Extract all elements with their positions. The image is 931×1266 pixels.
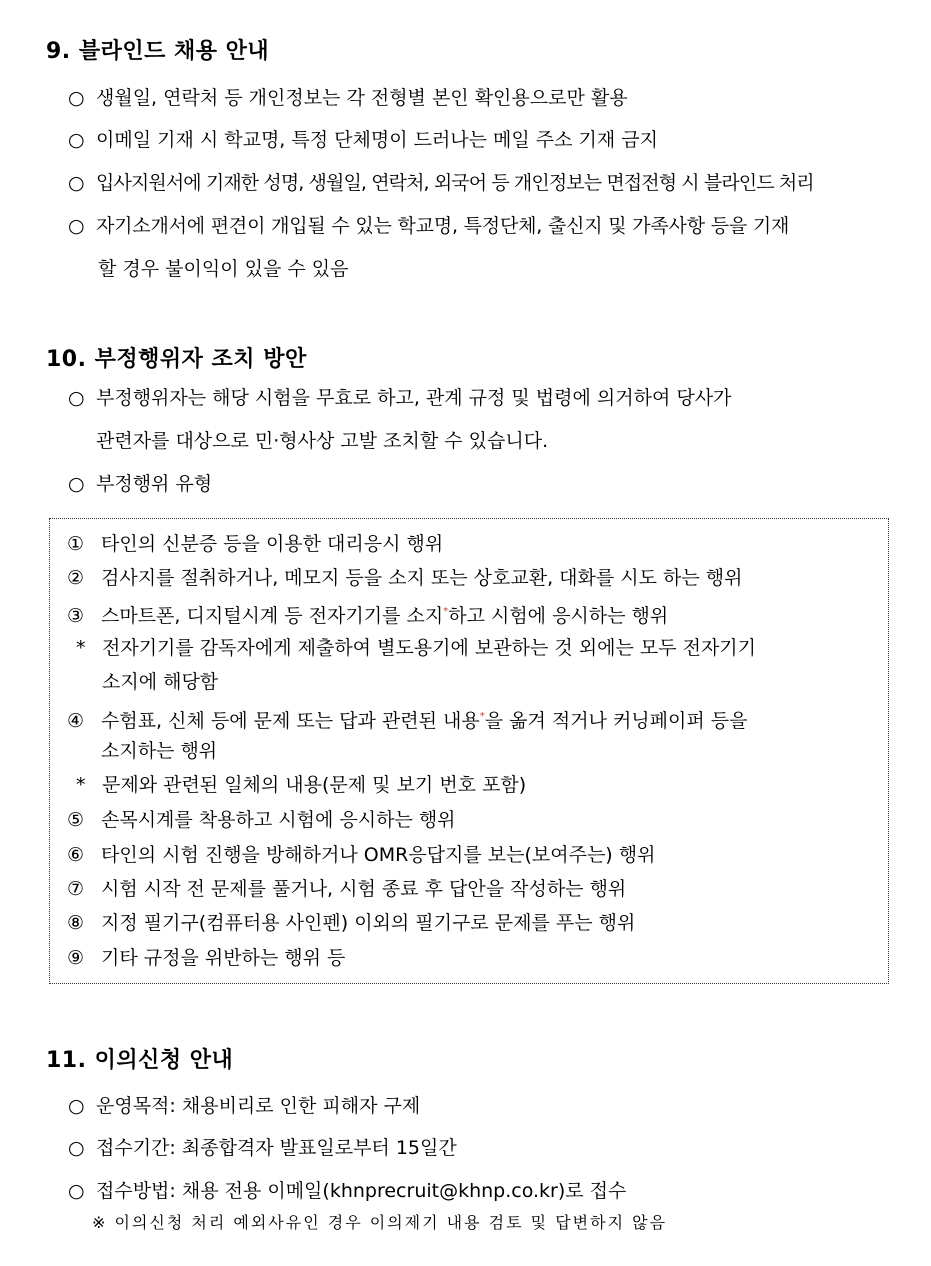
- misconduct-item-9: ⑨ 기타 규정을 위반하는 행위 등: [67, 947, 346, 969]
- section-11-note: ※ 이의신청 처리 예외사유인 경우 이의제기 내용 검토 및 답변하지 않음: [92, 1213, 668, 1232]
- section-9-item-1: ○ 생월일, 연락처 등 개인정보는 각 전형별 본인 확인용으로만 활용: [68, 87, 628, 109]
- section-9-item-4: ○ 자기소개서에 편견이 개입될 수 있는 학교명, 특정단체, 출신지 및 가족사항 등을 기재: [68, 215, 790, 237]
- misconduct-item-2: ② 검사지를 절취하거나, 메모지 등을 소지 또는 상호교환, 대화를 시도 하는 행위: [67, 567, 743, 589]
- misconduct-item-8: ⑧ 지정 필기구(컴퓨터용 사인펜) 이외의 필기구로 문제를 푸는 행위: [67, 912, 636, 934]
- misconduct-item-4-continuation: 소지하는 행위: [101, 740, 218, 762]
- section-9-item-2: ○ 이메일 기재 시 학교명, 특정 단체명이 드러나는 메일 주소 기재 금지: [68, 129, 658, 151]
- misconduct-types-box: [49, 518, 889, 984]
- section-11-title: 11. 이의신청 안내: [46, 1048, 234, 1073]
- footnote-marker: *: [479, 711, 485, 722]
- section-10-item-2: ○ 부정행위 유형: [68, 473, 213, 495]
- misconduct-item-1: ① 타인의 신분증 등을 이용한 대리응시 행위: [67, 533, 444, 555]
- section-10-item-1: ○ 부정행위자는 해당 시험을 무효로 하고, 관계 규정 및 법령에 의거하여 당사가: [68, 387, 732, 409]
- section-9-title: 9. 블라인드 채용 안내: [46, 39, 270, 64]
- misconduct-item-3-note-continuation: 소지에 해당함: [102, 671, 219, 693]
- section-11-item-1: ○ 운영목적: 채용비리로 인한 피해자 구제: [68, 1095, 421, 1117]
- section-10-title: 10. 부정행위자 조치 방안: [46, 347, 307, 372]
- misconduct-item-4: ④ 수험표, 신체 등에 문제 또는 답과 관련된 내용*을 옮겨 적거나 커닝페이퍼 등을: [67, 710, 748, 732]
- misconduct-item-6: ⑥ 타인의 시험 진행을 방해하거나 OMR응답지를 보는(보여주는) 행위: [67, 844, 656, 866]
- section-11-item-2: ○ 접수기간: 최종합격자 발표일로부터 15일간: [68, 1137, 457, 1159]
- section-11-item-3: ○ 접수방법: 채용 전용 이메일(khnprecruit@khnp.co.kr)로 접수: [68, 1180, 627, 1202]
- misconduct-item-3: ③ 스마트폰, 디지털시계 등 전자기기를 소지*하고 시험에 응시하는 행위: [67, 605, 669, 627]
- section-10-item-1-continuation: 관련자를 대상으로 민·형사상 고발 조치할 수 있습니다.: [96, 430, 549, 452]
- section-9-item-3: ○ 입사지원서에 기재한 성명, 생월일, 연락처, 외국어 등 개인정보는 면접전형 시 블라인드 처리: [68, 172, 814, 194]
- misconduct-item-4-note: * 문제와 관련된 일체의 내용(문제 및 보기 번호 포함): [76, 774, 527, 796]
- footnote-marker: *: [443, 606, 449, 617]
- section-9-item-4-continuation: 할 경우 불이익이 있을 수 있음: [98, 258, 349, 280]
- misconduct-item-5: ⑤ 손목시계를 착용하고 시험에 응시하는 행위: [67, 809, 456, 831]
- misconduct-item-7: ⑦ 시험 시작 전 문제를 풀거나, 시험 종료 후 답안을 작성하는 행위: [67, 878, 627, 900]
- misconduct-item-3-note: * 전자기기를 감독자에게 제출하여 별도용기에 보관하는 것 외에는 모두 전자기기: [76, 637, 757, 659]
